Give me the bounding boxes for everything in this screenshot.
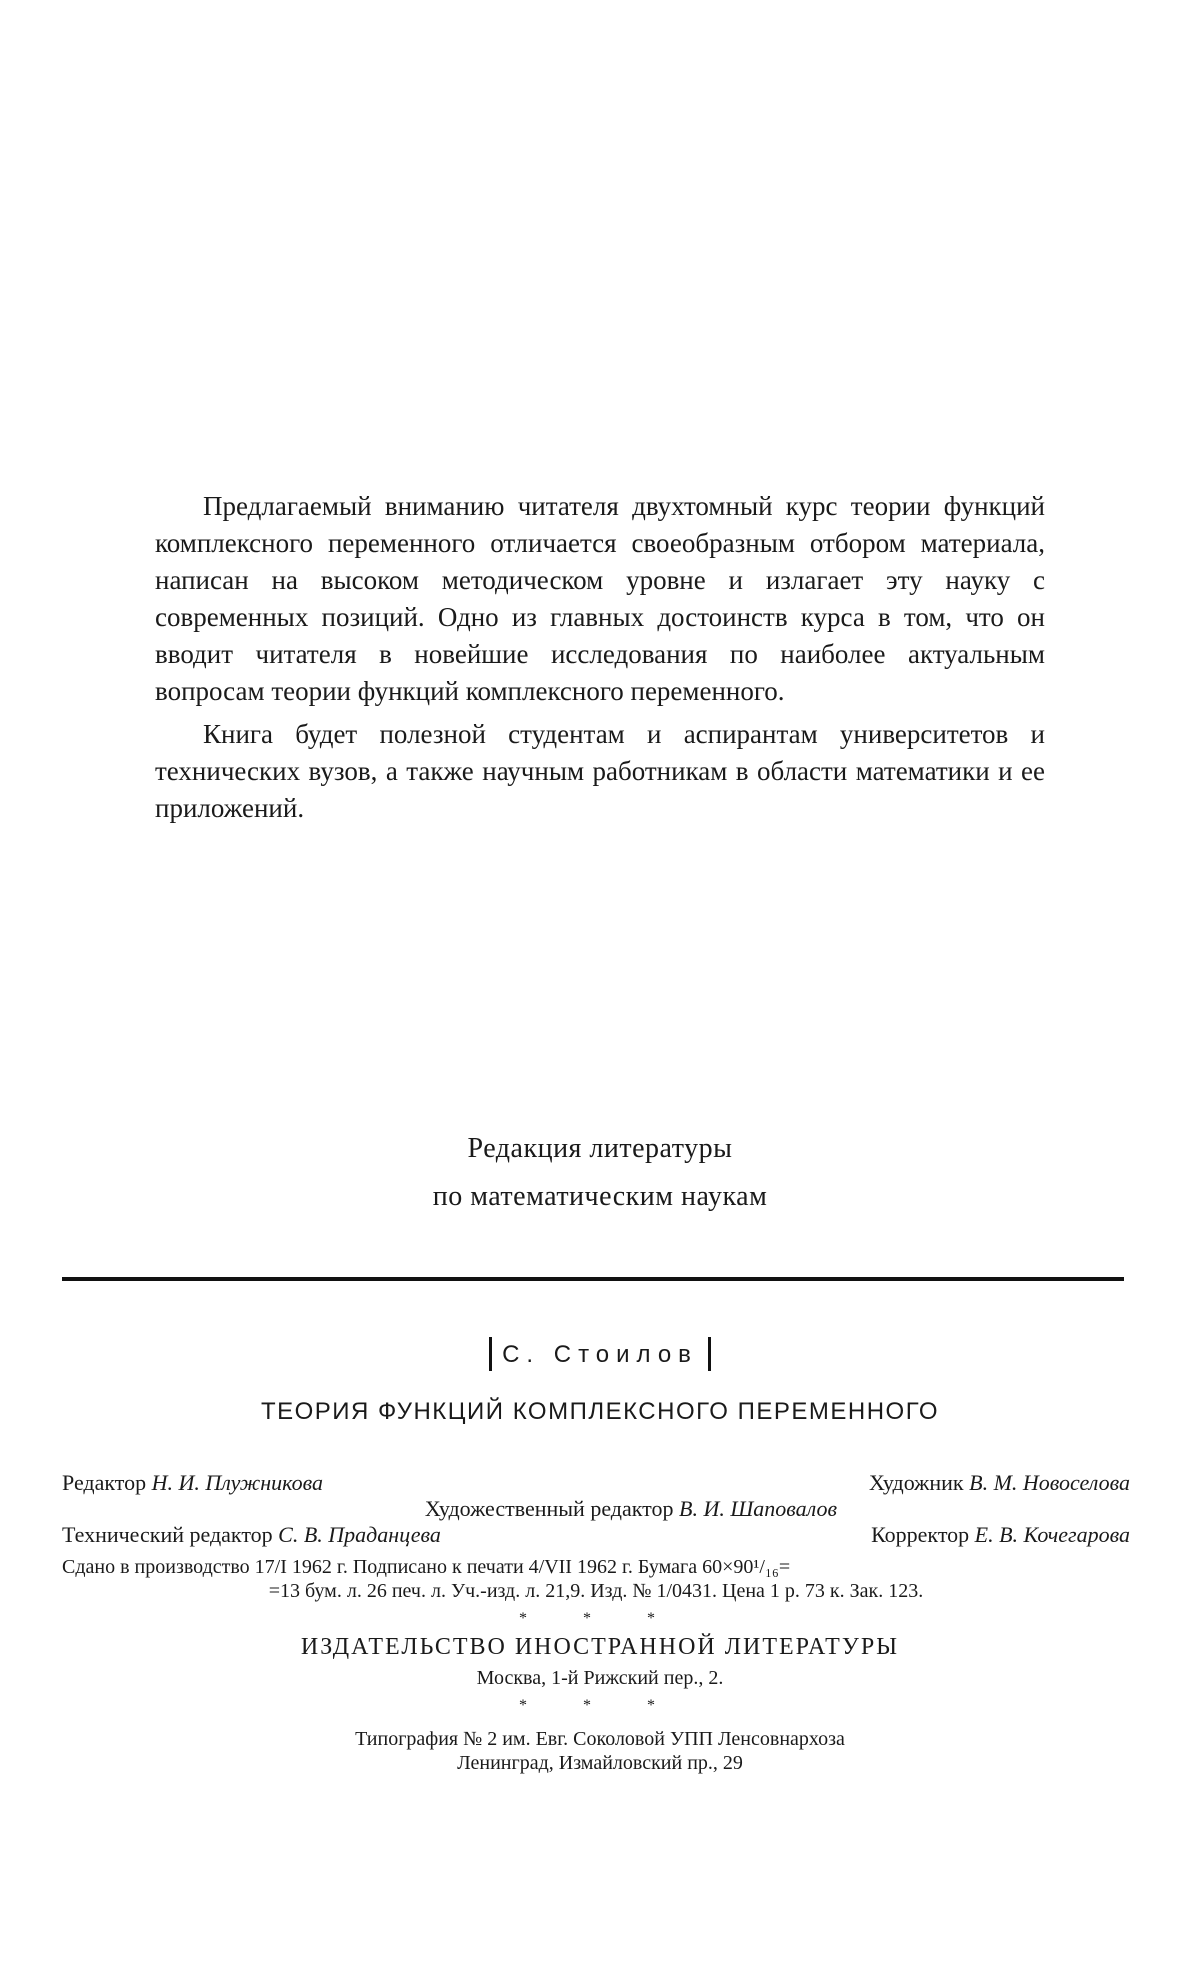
artist-label: Художник: [869, 1470, 964, 1495]
tech-editor-label: Технический редактор: [62, 1522, 273, 1547]
proofreader-label: Корректор: [871, 1522, 969, 1547]
art-editor-credit: [62, 1496, 1130, 1522]
art-editor-label: Художественный редактор: [425, 1496, 674, 1521]
artist-credit: [869, 1470, 1130, 1496]
printer-line: Ленинград, Измайловский пр., 29: [0, 1751, 1200, 1775]
annotation-block: [155, 488, 1045, 827]
proofreader-credit: [871, 1522, 1130, 1548]
tech-editor-credit: [62, 1522, 441, 1548]
imprint-block: [62, 1555, 1130, 1603]
publisher-address: Москва, 1-й Рижский пер., 2.: [0, 1665, 1200, 1691]
star-separator: * * *: [0, 1697, 1200, 1715]
editorial-line: по математическим наукам: [0, 1173, 1200, 1221]
editor-name: Н. И. Плужникова: [152, 1470, 323, 1495]
credits-row: [62, 1522, 1130, 1548]
artist-name: В. М. Новоселова: [969, 1470, 1130, 1495]
author-box: [0, 1337, 1200, 1371]
annotation-paragraph: Предлагаемый вниманию читателя двухтомный курс теории функций комплексного переменного отличается своеобразным отбором материала, написан на высоком методическом уровне и излагает эту науку с современных позиций. Одно из главных достоинств курса в том, что он вводит читателя в новейшие исследования по наиболее актуальным вопросам теории функций комплексного переменного.: [155, 488, 1045, 710]
imprint-line: Сдано в производство 17/I 1962 г. Подписано к печати 4/VII 1962 г. Бумага 60×90¹/₁₆=: [62, 1555, 1130, 1579]
author-name: С. Стоилов: [489, 1337, 711, 1371]
publisher-name: ИЗДАТЕЛЬСТВО ИНОСТРАННОЙ ЛИТЕРАТУРЫ: [0, 1630, 1200, 1664]
proofreader-name: Е. В. Кочегарова: [975, 1522, 1130, 1547]
imprint-line: =13 бум. л. 26 печ. л. Уч.-изд. л. 21,9. Изд. № 1/0431. Цена 1 р. 73 к. Зак. 123.: [62, 1579, 1130, 1603]
credits-row: [62, 1470, 1130, 1496]
printer-line: Типография № 2 им. Евг. Соколовой УПП Ленсовнархоза: [0, 1727, 1200, 1751]
horizontal-rule: [62, 1277, 1124, 1281]
tech-editor-name: С. В. Праданцева: [278, 1522, 441, 1547]
star-separator: * * *: [0, 1610, 1200, 1628]
editor-label: Редактор: [62, 1470, 146, 1495]
credits-block: [62, 1470, 1130, 1548]
editorial-office: [0, 1125, 1200, 1221]
editor-credit: [62, 1470, 323, 1496]
printer-block: [0, 1727, 1200, 1775]
editorial-line: Редакция литературы: [0, 1125, 1200, 1173]
art-editor-name: В. И. Шаповалов: [679, 1496, 837, 1521]
annotation-paragraph: Книга будет полезной студентам и аспирантам университетов и технических вузов, а также научным работникам в области математики и ее приложений.: [155, 716, 1045, 827]
book-title: ТЕОРИЯ ФУНКЦИЙ КОМПЛЕКСНОГО ПЕРЕМЕННОГО: [0, 1398, 1200, 1426]
